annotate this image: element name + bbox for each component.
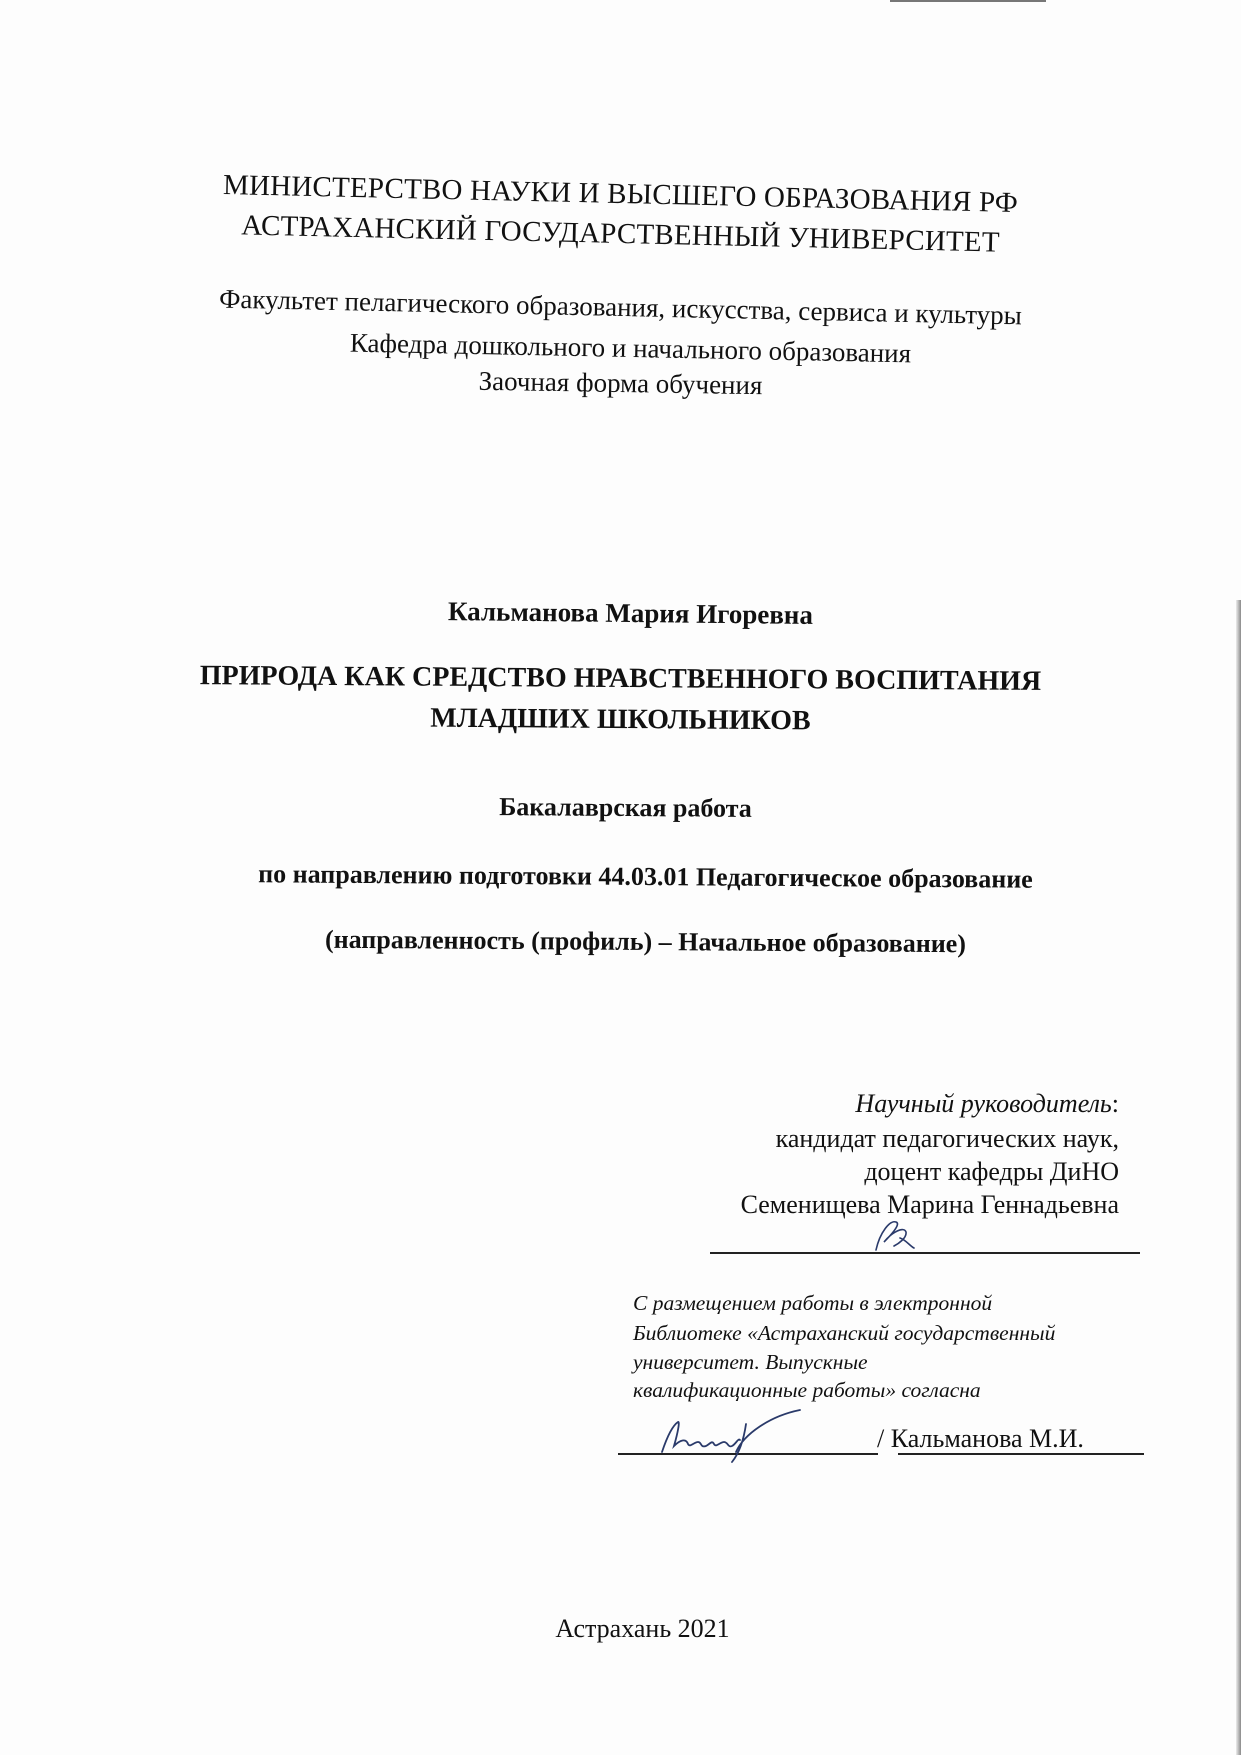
consent-line-2: Библиотеке «Астраханский государственный <box>633 1321 1056 1345</box>
supervisor-label <box>855 1089 1119 1119</box>
author-name: Кальманова Мария Игоревна <box>447 596 814 630</box>
signer-name: Кальманова М.И. <box>890 1424 1084 1453</box>
city-year: Астрахань 2021 <box>555 1614 730 1643</box>
scan-edge-shadow <box>1236 600 1241 1755</box>
profile-line: (направленность (профиль) – Начальное образование) <box>324 924 967 959</box>
supervisor-name: Семенищева Марина Геннадьевна <box>740 1190 1119 1219</box>
consent-signer <box>877 1424 1084 1454</box>
consent-line-3: университет. Выпускные <box>633 1350 868 1374</box>
supervisor-label-text: Научный руководитель <box>855 1089 1112 1118</box>
consent-line-4: квалификационные работы» согласна <box>633 1378 981 1402</box>
supervisor-signature-line <box>710 1252 1140 1254</box>
supervisor-signature <box>870 1212 920 1257</box>
work-type: Бакалаврская работа <box>499 792 752 823</box>
scan-mark <box>890 0 1046 2</box>
study-form-line: Заочная форма обучения <box>478 365 763 401</box>
consent-line-1: С размещением работы в электронной <box>633 1291 993 1315</box>
department-line: Кафедра дошкольного и начального образования <box>349 327 912 369</box>
supervisor-degree: кандидат педагогических наук, <box>775 1124 1119 1153</box>
direction-line: по направлению подготовки 44.03.01 Педагогическое образование <box>258 859 1033 894</box>
student-signature <box>650 1404 810 1466</box>
title-line-2: МЛАДШИХ ШКОЛЬНИКОВ <box>430 702 811 737</box>
supervisor-position: доцент кафедры ДиНО <box>864 1157 1119 1186</box>
title-line-1: ПРИРОДА КАК СРЕДСТВО НРАВСТВЕННОГО ВОСПИТАНИЯ <box>199 660 1042 697</box>
signature-separator: / <box>877 1424 885 1453</box>
signer-name-underline <box>898 1453 1144 1455</box>
faculty-line: Факультет пелагического образования, искусства, сервиса и культуры <box>218 283 1023 331</box>
university-line: АСТРАХАНСКИЙ ГОСУДАРСТВЕННЫЙ УНИВЕРСИТЕТ <box>240 209 1001 259</box>
ministry-line: МИНИСТЕРСТВО НАУКИ И ВЫСШЕГО ОБРАЗОВАНИЯ РФ <box>222 168 1019 220</box>
supervisor-label-colon: : <box>1111 1089 1119 1118</box>
